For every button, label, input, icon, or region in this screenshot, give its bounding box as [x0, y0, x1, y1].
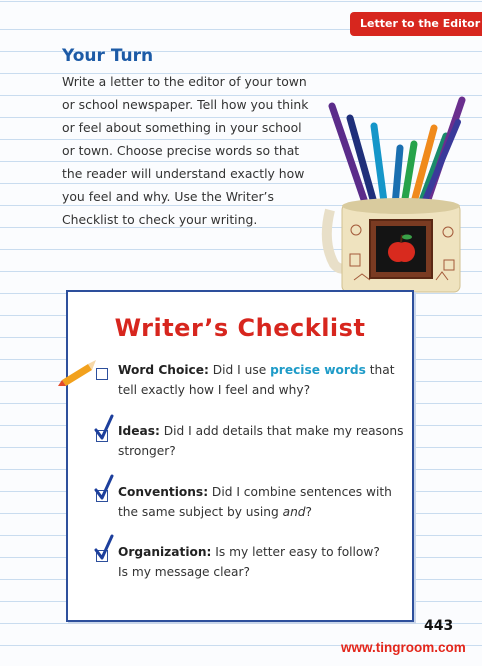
writers-checklist [66, 290, 414, 622]
checkmark-icon [92, 414, 116, 442]
checklist-item-word-choice [118, 360, 408, 400]
item-line2: Is my message clear? [118, 565, 250, 579]
checkmark-icon [92, 474, 116, 502]
item-text: ? [305, 505, 313, 519]
checklist-item-ideas [118, 421, 408, 461]
pencil-cup-illustration [318, 92, 472, 300]
item-text: Is my letter easy to follow? [211, 545, 380, 559]
watermark-url: www.tingroom.com [341, 640, 466, 655]
intro-line: Checklist to check your writing. [62, 212, 258, 227]
item-line2: tell exactly how I feel and why? [118, 383, 311, 397]
item-text: that [365, 363, 395, 377]
item-line2: the same subject by using [118, 505, 283, 519]
checkmark-icon [92, 534, 116, 562]
item-highlight: precise words [270, 363, 366, 377]
intro-line: or town. Choose precise words so that [62, 143, 300, 158]
intro-line: or school newspaper. Tell how you think [62, 97, 309, 112]
intro-line: the reader will understand exactly how [62, 166, 305, 181]
item-term: Ideas: [118, 424, 160, 438]
section-tab: Letter to the Editor [350, 12, 482, 36]
item-emphasis: and [282, 505, 306, 519]
item-term: Word Choice: [118, 363, 209, 377]
item-line2: stronger? [118, 444, 176, 458]
item-text: Did I use [208, 363, 271, 377]
your-turn-text [62, 70, 324, 231]
intro-line: Write a letter to the editor of your town [62, 74, 307, 89]
page-number: 443 [424, 618, 454, 634]
intro-line: or feel about something in your school [62, 120, 302, 135]
checklist-item-conventions [118, 482, 408, 522]
checklist-title: Writer’s Checklist [114, 314, 366, 342]
your-turn-title: Your Turn [62, 46, 154, 66]
pencil-icon [58, 356, 98, 386]
item-term: Organization: [118, 545, 212, 559]
item-text: Did I add details that make my reasons [159, 424, 404, 438]
item-text: Did I combine sentences with [208, 485, 392, 499]
item-term: Conventions: [118, 485, 209, 499]
checklist-item-organization [118, 542, 408, 582]
intro-line: you feel and why. Use the Writer’s [62, 189, 274, 204]
